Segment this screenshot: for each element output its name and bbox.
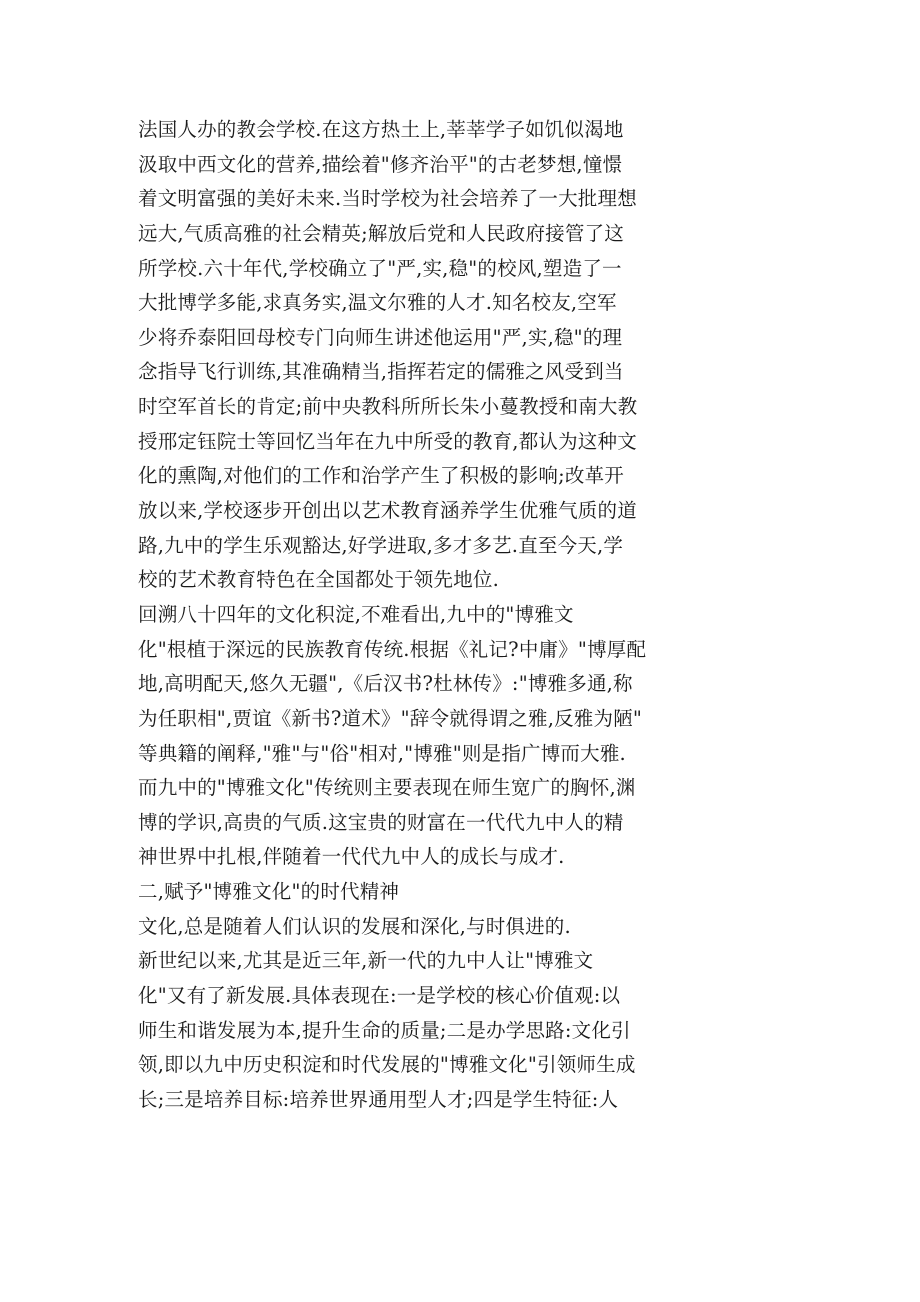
section-heading: 二,赋予"博雅文化"的时代精神 (138, 880, 400, 904)
text-line: 授邢定钰院士等回忆当年在九中所受的教育,都认为这种文 (138, 429, 637, 453)
text-line: 校的艺术教育特色在全国都处于领先地位. (138, 568, 499, 592)
text-line: 等典籍的阐释,"雅"与"俗"相对,"博雅"则是指广博而大雅. (138, 741, 626, 765)
text-line: 地,高明配天,悠久无疆",《后汉书?杜林传》:"博雅多通,称 (138, 672, 633, 696)
text-line: 为任职相",贾谊《新书?道术》"辞令就得谓之雅,反雅为陋" (138, 706, 643, 730)
text-line: 化"又有了新发展.具体表现在:一是学校的核心价值观:以 (138, 984, 621, 1008)
text-line: 时空军首长的肯定;前中央教科所所长朱小蔓教授和南大教 (138, 395, 638, 419)
text-line: 所学校.六十年代,学校确立了"严,实,稳"的校风,塑造了一 (138, 256, 622, 280)
text-line: 念指导飞行训练,其准确精当,指挥若定的儒雅之风受到当 (138, 360, 624, 384)
text-line: 文化,总是随着人们认识的发展和深化,与时俱进的. (138, 914, 571, 938)
text-line: 着文明富强的美好未来.当时学校为社会培养了一大批理想 (138, 187, 637, 211)
text-line: 大批博学多能,求真务实,温文尔雅的人才.知名校友,空军 (138, 291, 617, 315)
text-line: 博的学识,高贵的气质.这宝贵的财富在一代代九中人的精 (138, 810, 624, 834)
text-line: 汲取中西文化的营养,描绘着"修齐治平"的古老梦想,憧憬 (138, 152, 623, 176)
text-line: 神世界中扎根,伴随着一代代九中人的成长与成才. (138, 845, 565, 869)
text-line: 化"根植于深远的民族教育传统.根据《礼记?中庸》"博厚配 (138, 637, 647, 661)
text-line: 路,九中的学生乐观豁达,好学进取,多才多艺.直至今天,学 (138, 533, 624, 557)
text-line: 远大,气质高雅的社会精英;解放后党和人民政府接管了这 (138, 221, 624, 245)
text-line: 放以来,学校逐步开创出以艺术教育涵养学生优雅气质的道 (138, 499, 637, 523)
text-line: 长;三是培养目标:培养世界通用型人才;四是学生特征:人 (138, 1087, 619, 1111)
text-line: 新世纪以来,尤其是近三年,新一代的九中人让"博雅文 (138, 949, 594, 973)
text-line: 法国人办的教会学校.在这方热土上,莘莘学子如饥似渴地 (138, 118, 624, 141)
text-line: 回溯八十四年的文化积淀,不难看出,九中的"博雅文 (138, 602, 574, 626)
text-line: 师生和谐发展为本,提升生命的质量;二是办学思路:文化引 (138, 1018, 631, 1042)
text-line: 化的熏陶,对他们的工作和治学产生了积极的影响;改革开 (138, 464, 624, 488)
text-line: 而九中的"博雅文化"传统则主要表现在师生宽广的胸怀,渊 (138, 776, 636, 800)
text-line: 少将乔泰阳回母校专门向师生讲述他运用"严,实,稳"的理 (138, 325, 623, 349)
text-line: 领,即以九中历史积淀和时代发展的"博雅文化"引领师生成 (138, 1053, 636, 1077)
body-text (138, 113, 647, 1118)
